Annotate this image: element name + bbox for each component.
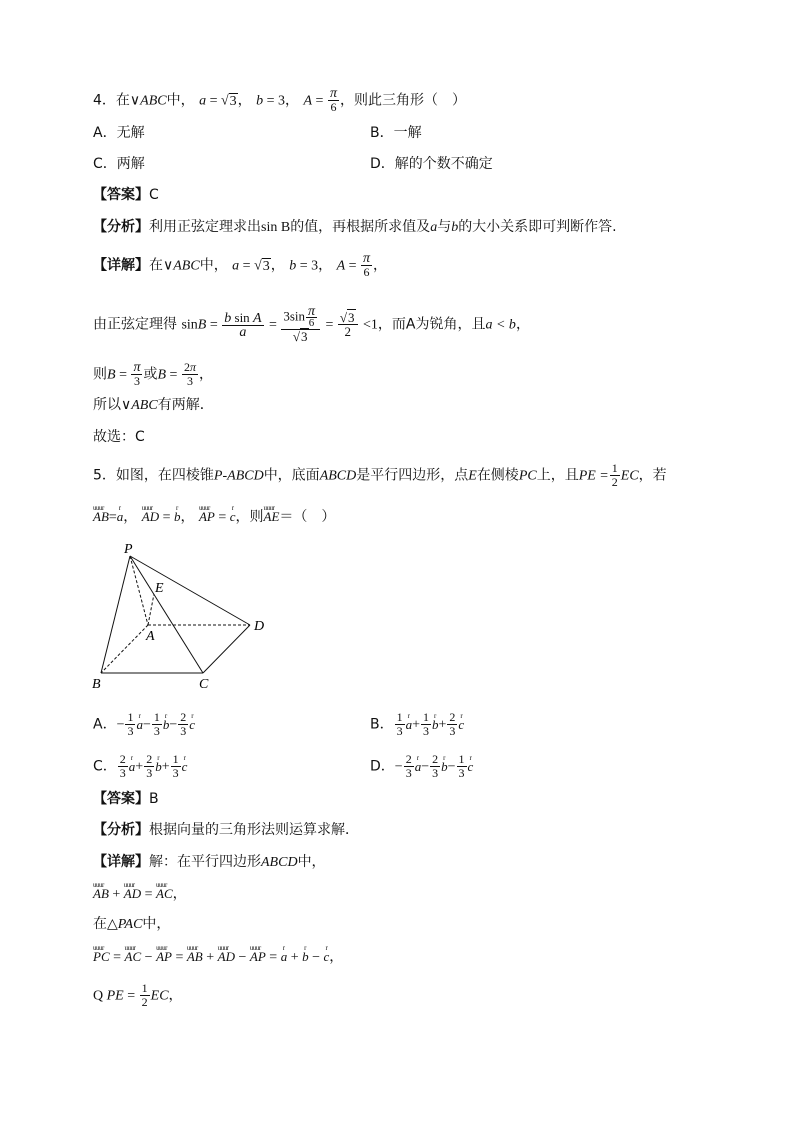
edge-PA bbox=[130, 556, 148, 625]
q4-stem: 4．在∨ABC中， a = √3， b = 3， A = $\frac{\pi}{6}$ ，则此三角形（ ） bbox=[93, 86, 466, 114]
edge-PB bbox=[101, 556, 130, 673]
q4-option-a: A．无解 bbox=[93, 125, 145, 141]
q5-option-c: C． $\frac{2}{3}$ r a+ $\frac{2}{3}$ r b+ $\frac{1}{3}$ r c bbox=[93, 753, 187, 780]
q4-analysis: 【分析】利用正弦定理求出sin B的值，再根据所求值及a与b的大小关系即可判断作答. bbox=[93, 219, 617, 235]
label-A: A bbox=[146, 629, 155, 644]
q5-eq-ac: uuur AB + uuur AD = uuur AC， bbox=[93, 885, 187, 904]
q4-choice: 故选：C bbox=[93, 429, 145, 445]
edge-AB bbox=[101, 625, 148, 673]
q5-option-d: D．− $\frac{2}{3}$ r a− $\frac{2}{3}$ r b− $\frac{1}{3}$ r c bbox=[370, 753, 473, 780]
q4-option-d: D．解的个数不确定 bbox=[370, 156, 493, 172]
segment-AE bbox=[148, 594, 154, 625]
edge-PC bbox=[130, 556, 203, 673]
label-C: C bbox=[199, 677, 209, 692]
label-P: P bbox=[124, 542, 133, 557]
edge-CD bbox=[203, 625, 250, 673]
q4-angle-values: 则B = $\frac{\pi}{3}$ 或B = $\frac{2\pi}{3}$ ， bbox=[93, 360, 213, 388]
q5-detail: 【详解】解：在平行四边形ABCD中， bbox=[93, 854, 326, 870]
q5-option-a: A．− $\frac{1}{3}$ r a− $\frac{1}{3}$ r b− $\frac{2}{3}$ r c bbox=[93, 711, 195, 738]
q5-vector-conditions: uuur AB=r a， uuur AD = r b， uuur AP = r c，则uuur AE＝（ ） bbox=[93, 508, 335, 527]
q4-answer: 【答案】C bbox=[93, 187, 159, 203]
pyramid-figure bbox=[88, 538, 278, 693]
triangle-label: ∨ABC bbox=[129, 93, 167, 109]
q4-conclusion: 所以∨ABC有两解． bbox=[93, 397, 214, 413]
edge-PD bbox=[130, 556, 250, 625]
sqrt3: √3 bbox=[220, 93, 237, 109]
fraction-pi-6: $\frac{\pi}{6}$ bbox=[329, 86, 337, 114]
q5-eq-pe: Q PE = $\frac{1}{2}$ EC， bbox=[93, 981, 183, 1009]
q5-eq-pc: uuur PC = uuur AC − uuur AP = uuur AB + uuur AD − uuur AP = r a + r b − r c， bbox=[93, 948, 343, 967]
q5-stem: 5．如图，在四棱锥P-ABCD中，底面ABCD是平行四边形，点E在侧棱PC上，且PE = $\frac{1}{2}$ EC，若 bbox=[93, 461, 667, 489]
q5-option-b: B． $\frac{1}{3}$ r a+ $\frac{1}{3}$ r b+ $\frac{2}{3}$ r c bbox=[370, 711, 464, 738]
q4-sine-law: 由正弦定理得 sinB = $\frac{\text{b sin A}}{a}$ = 3sin π 6 √3 = $\frac{√3}{2}$ <1，而A为锐角，且a < b， bbox=[93, 304, 530, 344]
q5-in-triangle: 在△PAC中， bbox=[93, 916, 171, 932]
q4-option-c: C．两解 bbox=[93, 156, 145, 172]
label-B: B bbox=[92, 677, 101, 692]
q4-detail: 【详解】在∨ABC中， a = √3， b = 3， A = $\frac{\pi}{6}$ ， bbox=[93, 251, 388, 279]
q5-answer: 【答案】B bbox=[93, 791, 159, 807]
q4-option-b: B．一解 bbox=[370, 125, 422, 141]
label-E: E bbox=[155, 581, 164, 596]
label-D: D bbox=[254, 619, 265, 634]
q5-analysis: 【分析】根据向量的三角形法则运算求解． bbox=[93, 822, 359, 838]
